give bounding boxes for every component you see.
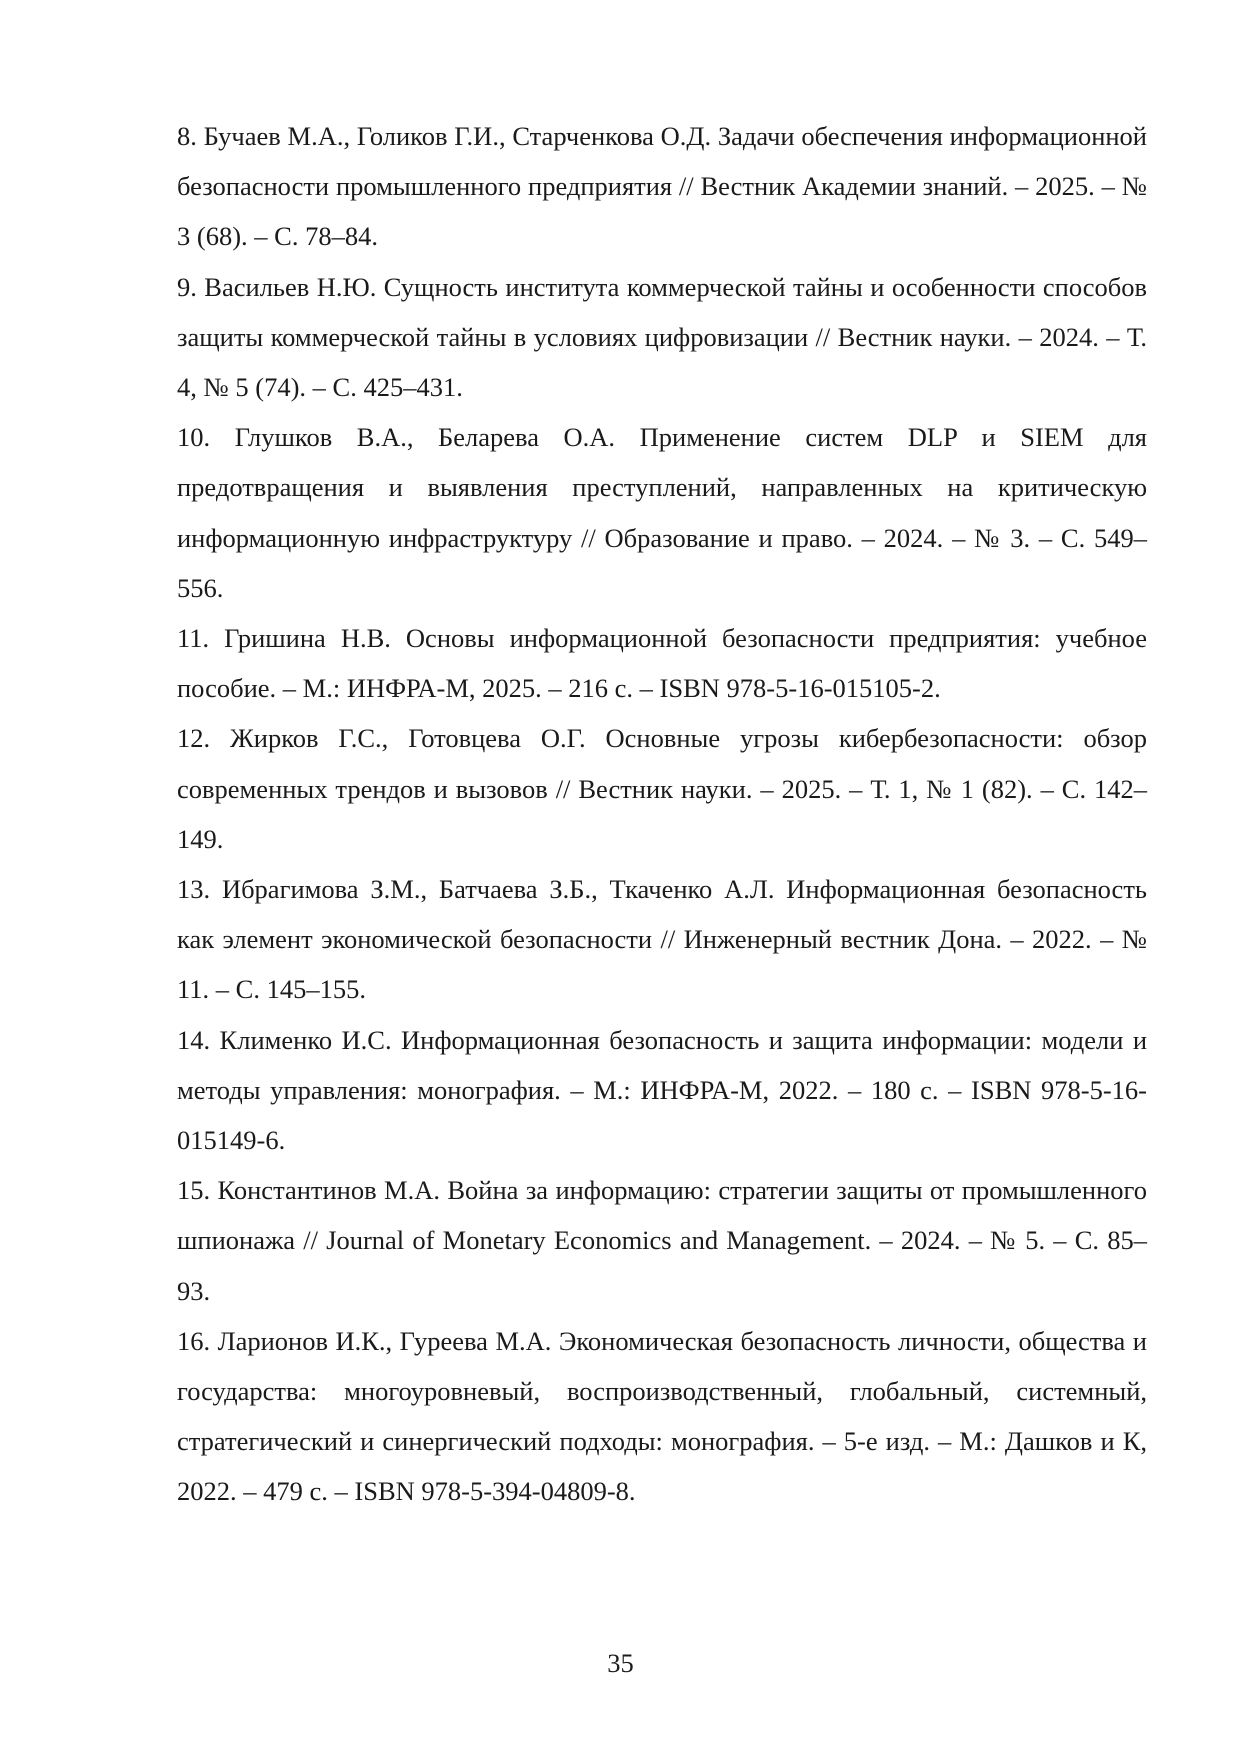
page-number: 35 [607,1648,634,1678]
reference-item-15: 15. Константинов М.А. Война за информацию: стратегии защиты от промышленного шпионажа // Journal of Monetary Economics and Management. – 2024. – № 5. – С. 85–93. [177,1175,1147,1306]
reference-item-9: 9. Васильев Н.Ю. Сущность института коммерческой тайны и особенности способов защиты коммерческой тайны в условиях цифровизации // Вестник науки. – 2024. – Т. 4, № 5 (74). – С. 425–431. [177,271,1147,403]
reference-item-12: 12. Жирков Г.С., Готовцева О.Г. Основные угрозы кибербезопасности: обзор современных трендов и вызовов // Вестник науки. – 2025. – Т. 1, № 1 (82). – С. 142–149. [177,723,1147,854]
reference-item-10: 10. Глушков В.А., Беларева О.А. Применение систем DLP и SIEM для предотвращения и выявления преступлений, направленных на критическую информационную инфраструктуру // Образование и право. – 2024. – № 3. – С. 549–556. [177,422,1147,603]
reference-item-11: 11. Гришина Н.В. Основы информационной безопасности предприятия: учебное пособие. – М.: ИНФРА-М, 2025. – 216 с. – ISBN 978-5-16-015105-2. [177,623,1147,704]
reference-item-8: 8. Бучаев М.А., Голиков Г.И., Старченкова О.Д. Задачи обеспечения информационной безопасности промышленного предприятия // Вестник Академии знаний. – 2025. – № 3 (68). – С. 78–84. [177,121,1147,252]
reference-item-16: 16. Ларионов И.К., Гуреева М.А. Экономическая безопасность личности, общества и государства: многоуровневый, воспроизводственный, глобальный, системный, стратегический и синергический подходы: монография. – 5-е изд. – М.: Дашков и К, 2022. – 479 с. – ISBN 978-5-394-04809-8. [177,1325,1147,1507]
reference-list [177,111,1147,1517]
reference-item-14: 14. Клименко И.С. Информационная безопасность и защита информации: модели и методы управления: монография. – М.: ИНФРА-М, 2022. – 180 с. – ISBN 978-5-16-015149-6. [177,1024,1147,1156]
reference-item-13: 13. Ибрагимова З.М., Батчаева З.Б., Ткаченко А.Л. Информационная безопасность как элемент экономической безопасности // Инженерный вестник Дона. – 2022. – № 11. – С. 145–155. [177,874,1147,1005]
